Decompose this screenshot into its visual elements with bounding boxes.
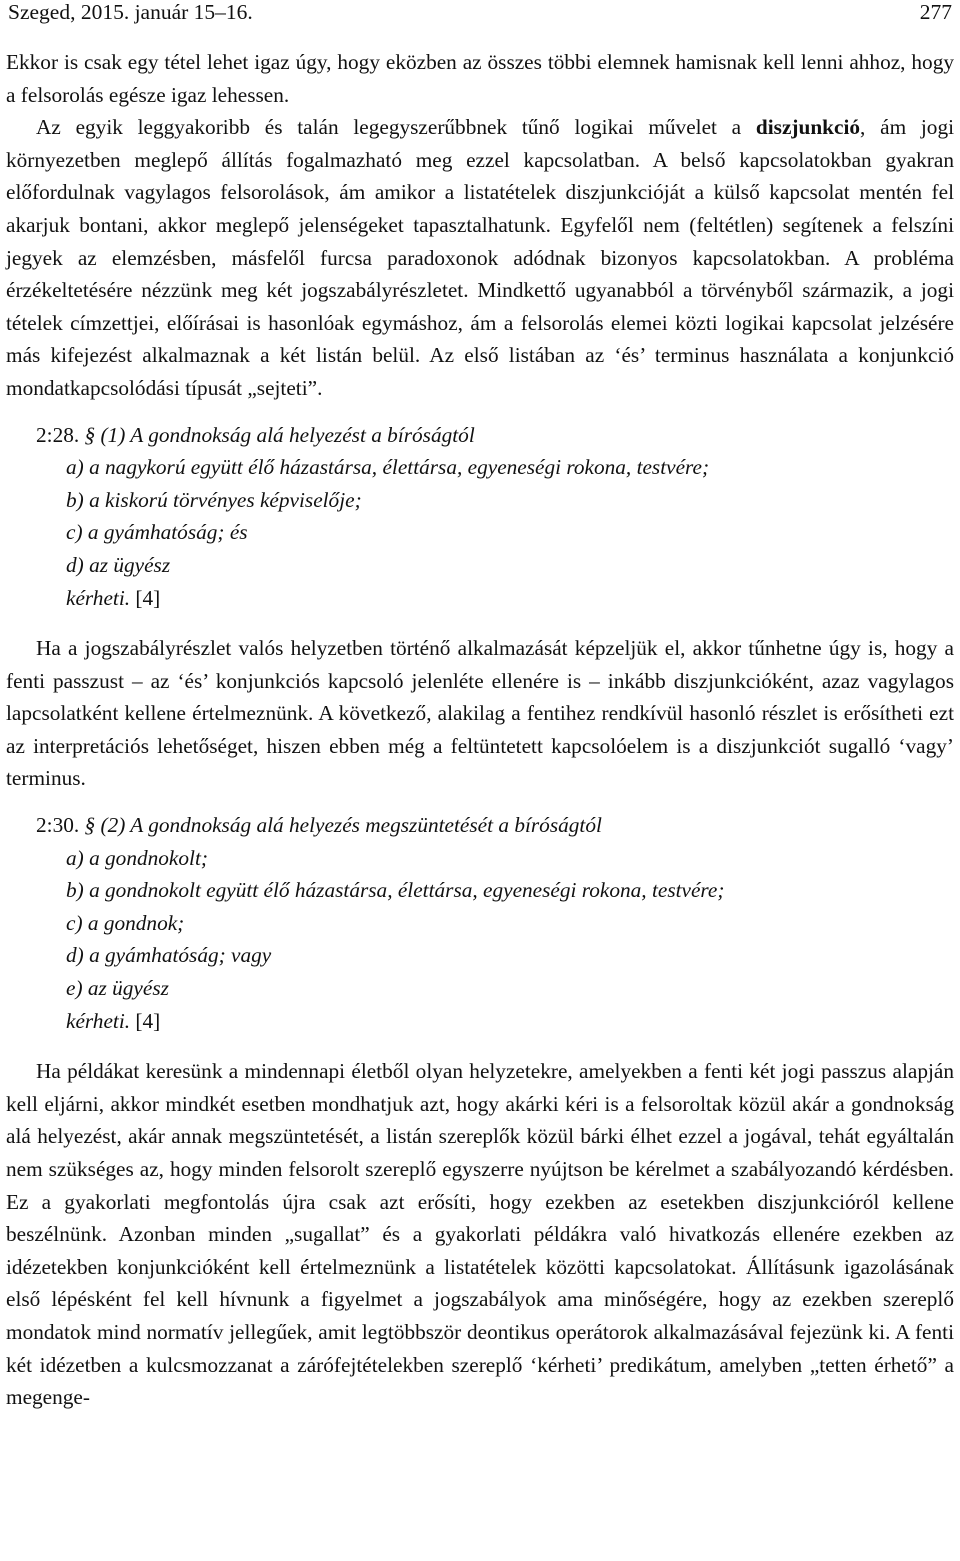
paragraph-3: Ha a jogszabályrészlet valós helyzetben történő alkalmazását képzeljük el, akkor tűnhetne úgy is, hogy a fenti passzust – az ‘és’ konjunkciós kapcsoló jelenléte ellenére is – inkább diszjunkcióként, azaz vagylagos lapcsolatként kellene értelmeznünk. A következő, alakilag a fentihez rendkívül hasonló részlet is erősítheti ezt az interpretációs lehetőséget, hiszen ebben még a feltüntetett kapcsolóelem is a diszjunkciót sugalló ‘vagy’ terminus. (6, 636, 954, 791)
citation-1-item: a) a nagykorú együtt élő házastársa, élettársa, egyeneségi rokona, testvére; (66, 455, 710, 480)
paragraph-2-text-b: , ám jogi környezetben meglepő állítás fogalmazható meg ezzel kapcsolatban. A belső kapcsolatokban gyakran előfordulnak vagylagos felsorolások, ám amikor a listatételek diszjunkcióját a külső kapcsolat mentén fel akarjuk bontani, akkor meglepő jelenségeket tapasztalhatunk. Egyfelől nem (feltétlen) segítenek a felszíni jegyek az elemzésben, másfelől furcsa paradoxonok adódnak bizonyos kapcsolatokban. A probléma érzékeltetésére nézzünk meg két jogszabályrészletet. Mindkettő ugyanabból a törvényből származik, a jogi tételek címzettjei, előírásai is hasonlóak egymáshoz, ám a felsorolás elemei közti logikai kapcsolat jelzésére más kifejezést alkalmaznak a két listán belül. Az első listában az ‘és’ terminus használata a konjunkció mondatkapcsolódási típusát „sejteti”. (6, 115, 955, 400)
citation-2-head (6, 809, 954, 842)
paragraph-1: Ekkor is csak egy tétel lehet igaz úgy, hogy eközben az összes többi elemnek hamisnak kell lenni ahhoz, hogy a felsorolás egésze igaz lehessen. (6, 50, 954, 107)
citation-1-item: b) a kiskorú törvényes képviselője; (66, 487, 362, 512)
citation-1-item: c) a gyámhatóság; és (66, 520, 248, 545)
citation-1-item: d) az ügyész (66, 552, 171, 577)
citation-2-item: b) a gondnokolt együtt élő házastársa, élettársa, egyeneségi rokona, testvére; (66, 878, 725, 903)
citation-2-verb: kérheti. (66, 1008, 131, 1033)
citation-1-reference: [4] (130, 585, 161, 610)
paragraph-2 (6, 111, 954, 404)
term-disjunction: diszjunkció (755, 115, 861, 140)
header-location-date: Szeged, 2015. január 15–16. (8, 0, 253, 24)
citation-2-label: 2:30. (36, 813, 85, 838)
citation-2-closing (6, 1005, 954, 1038)
page-number: 277 (919, 0, 952, 24)
citation-2-heading: § (2) A gondnokság alá helyezés megszüntetését a bíróságtól (84, 813, 602, 838)
paragraph-4: Ha példákat keresünk a mindennapi életből olyan helyzetekre, amelyekben a fenti két jogi passzus alapján kell eljárni, akkor mindkét esetben mondhatjuk azt, hogy akárki kéri is a felsoroltak közül akár a gondnokság alá helyezést, akár annak megszüntetését, a listán szereplők közül bárki élhet ezzel a jogával, tehát egyáltalán nem szükséges az, hogy minden felsorolt szereplő egyszerre nyújtson be kérelmet a szabályozandó kérdésben. Ez a gyakorlati megfontolás újra csak azt erősíti, hogy ezekben az esetekben diszjunkcióról kellene beszélnünk. Azonban minden „sugallat” és a gyakorlati példákra való hivatkozás ellenére ezekben az idézetekben konjunkcióként kell értelmeznünk a listatételek közötti kapcsolatokat. Állításunk igazolásának első lépésként fel kell hívnunk a figyelmet a jogszabályok ama minőségére, hogy az ezekben szereplő mondatok mind normatív jellegűek, amit legtöbbször deontikus operátorok alkalmazásával fejezünk ki. A fenti két idézetben a kulcsmozzanat a zárófejtételekben szereplő ‘kérheti’ predikátum, amelyben „tetten érhető” a megenge- (6, 1059, 954, 1410)
citation-2-reference: [4] (130, 1008, 161, 1033)
citation-2-item: a) a gondnokolt; (66, 845, 208, 870)
paragraph-2-text-a: Az egyik leggyakoribb és talán legegyszerűbbnek tűnő logikai művelet a (36, 115, 756, 140)
citation-2-item: d) a gyámhatóság; vagy (66, 943, 272, 968)
citation-1-label: 2:28. (36, 422, 85, 447)
legal-citation-2 (6, 809, 954, 1037)
citation-1-head (6, 419, 954, 452)
citation-2-item: c) a gondnok; (66, 910, 185, 935)
citation-1-closing (6, 582, 954, 615)
citation-2-item: e) az ügyész (66, 976, 169, 1001)
document-page (6, 0, 954, 1414)
legal-citation-1 (6, 419, 954, 615)
running-header (6, 0, 954, 46)
citation-1-heading: § (1) A gondnokság alá helyezést a bíróságtól (84, 422, 475, 447)
citation-1-verb: kérheti. (66, 585, 131, 610)
